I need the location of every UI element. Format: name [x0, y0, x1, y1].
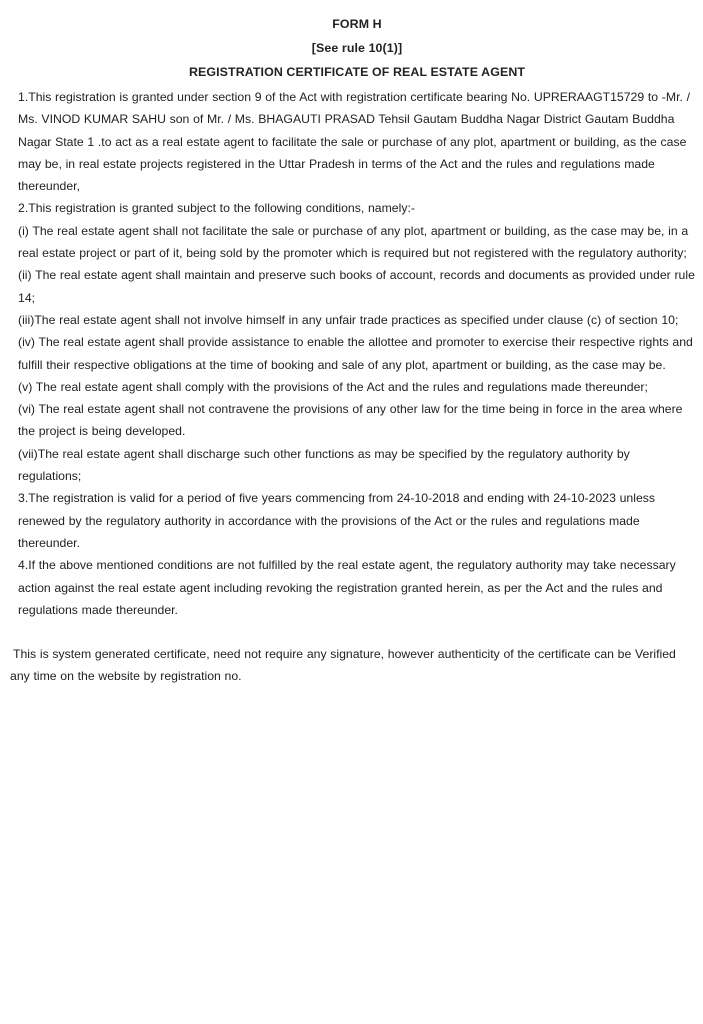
- certificate-body: [18, 86, 696, 621]
- footer-note: This is system generated certificate, need not require any signature, however authenticity of the certificate can be Verified any time on the website by registration no.: [10, 647, 676, 684]
- condition-iv: (iv) The real estate agent shall provide assistance to enable the allottee and promoter to exercise their respective rights and fulfill their respective obligations at the time of booking and sale of any plot, apartment or building, as the case may be.: [18, 335, 693, 372]
- certificate-title: REGISTRATION CERTIFICATE OF REAL ESTATE AGENT: [188, 65, 526, 79]
- condition-ii: (ii) The real estate agent shall maintain and preserve such books of account, records and documents as provided under rule 14;: [18, 268, 695, 305]
- form-title: FORM H: [332, 17, 382, 31]
- condition-vi: (vi) The real estate agent shall not contravene the provisions of any other law for the time being in force in the area where the project is being developed.: [18, 402, 683, 439]
- condition-v: (v) The real estate agent shall comply with the provisions of the Act and the rules and regulations made thereunder;: [18, 379, 648, 394]
- clause-1-registration-grant: 1.This registration is granted under section 9 of the Act with registration certificate bearing No. UPRERAAGT15729 to -Mr. / Ms. VINOD KUMAR SAHU son of Mr. / Ms. BHAGAUTI PRASAD Tehsil Gautam Buddha Nagar District Gautam Buddha Nagar State 1 .to act as a real estate agent to facilitate the sale or purchase of any plot, apartment or building, as the case may be, in real estate projects registered in the Uttar Pradesh in terms of the Act and the rules and regulations made thereunder,: [18, 90, 690, 194]
- rule-reference: [See rule 10(1)]: [311, 41, 403, 55]
- clause-4-revocation: 4.If the above mentioned conditions are not fulfilled by the real estate agent, the regulatory authority may take necessary action against the real estate agent including revoking the registration granted herein, as per the Act and the rules and regulations made thereunder.: [18, 558, 676, 617]
- condition-i: (i) The real estate agent shall not facilitate the sale or purchase of any plot, apartment or building, as the case may be, in a real estate project or part of it, being sold by the promoter which is required but not registered with the regulatory authority;: [18, 223, 689, 261]
- condition-vii: (vii)The real estate agent shall discharge such other functions as may be specified by the regulatory authority by regulations;: [18, 446, 630, 484]
- clause-3-validity-period: 3.The registration is valid for a period of five years commencing from 24-10-2018 and ending with 24-10-2023 unless renewed by the regulatory authority in accordance with the provisions of the Act or the rules and regulations made thereunder.: [18, 491, 656, 550]
- clause-2-conditions-intro: 2.This registration is granted subject to the following conditions, namely:-: [18, 201, 415, 216]
- condition-iii: (iii)The real estate agent shall not involve himself in any unfair trade practices as specified under clause (c) of section 10;: [18, 312, 679, 327]
